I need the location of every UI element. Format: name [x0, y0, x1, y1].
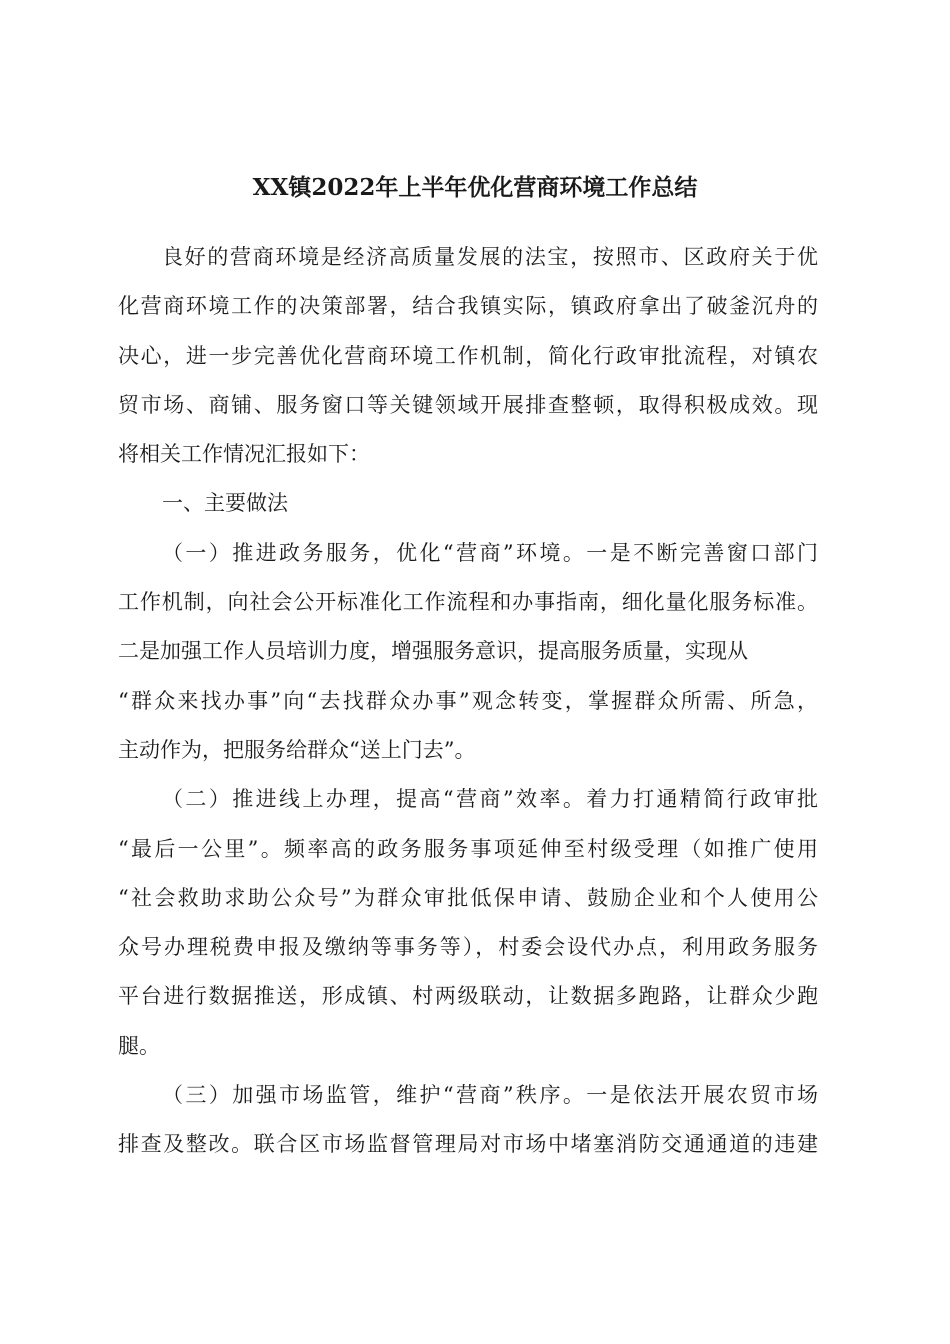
text-line: 决心，进一步完善优化营商环境工作机制，简化行政审批流程，对镇农 [118, 343, 818, 368]
text-line: （三）加强市场监管，维护“营商”秩序。一是依法开展农贸市场 [162, 1083, 818, 1108]
document-title: XX镇2022年上半年优化营商环境工作总结 [252, 174, 698, 201]
text-line: 贸市场、商铺、服务窗口等关键领域开展排查整顿，取得积极成效。现 [118, 392, 818, 417]
text-line: 将相关工作情况汇报如下： [118, 442, 370, 467]
text-line: （二）推进线上办理，提高“营商”效率。着力打通精简行政审批 [162, 787, 818, 812]
text-line: 排查及整改。联合区市场监督管理局对市场中堵塞消防交通通道的违建 [118, 1132, 818, 1157]
text-line: “最后一公里”。频率高的政务服务事项延伸至村级受理（如推广使用 [118, 836, 818, 861]
text-line: 主动作为，把服务给群众“送上门去”。 [118, 737, 476, 762]
text-line: 二是加强工作人员培训力度，增强服务意识，提高服务质量，实现从 [118, 639, 748, 664]
text-line: 良好的营商环境是经济高质量发展的法宝，按照市、区政府关于优 [162, 245, 818, 269]
text-line: “社会救助求助公众号”为群众审批低保申请、鼓励企业和个人使用公 [118, 885, 818, 910]
text-line: 一、主要做法 [162, 491, 288, 516]
text-line: 平台进行数据推送，形成镇、村两级联动，让数据多跑路，让群众少跑 [118, 984, 818, 1009]
text-line: 工作机制，向社会公开标准化工作流程和办事指南，细化量化服务标准。 [118, 590, 818, 615]
text-line: 化营商环境工作的决策部署，结合我镇实际，镇政府拿出了破釜沉舟的 [118, 294, 818, 319]
text-line: 众号办理税费申报及缴纳等事务等），村委会设代办点，利用政务服务 [118, 935, 818, 960]
text-line: “群众来找办事”向“去找群众办事”观念转变，掌握群众所需、所急， [118, 688, 818, 713]
text-line: 腿。 [118, 1033, 160, 1058]
text-line: （一）推进政务服务，优化“营商”环境。一是不断完善窗口部门 [162, 540, 818, 565]
document-body [118, 233, 818, 1170]
